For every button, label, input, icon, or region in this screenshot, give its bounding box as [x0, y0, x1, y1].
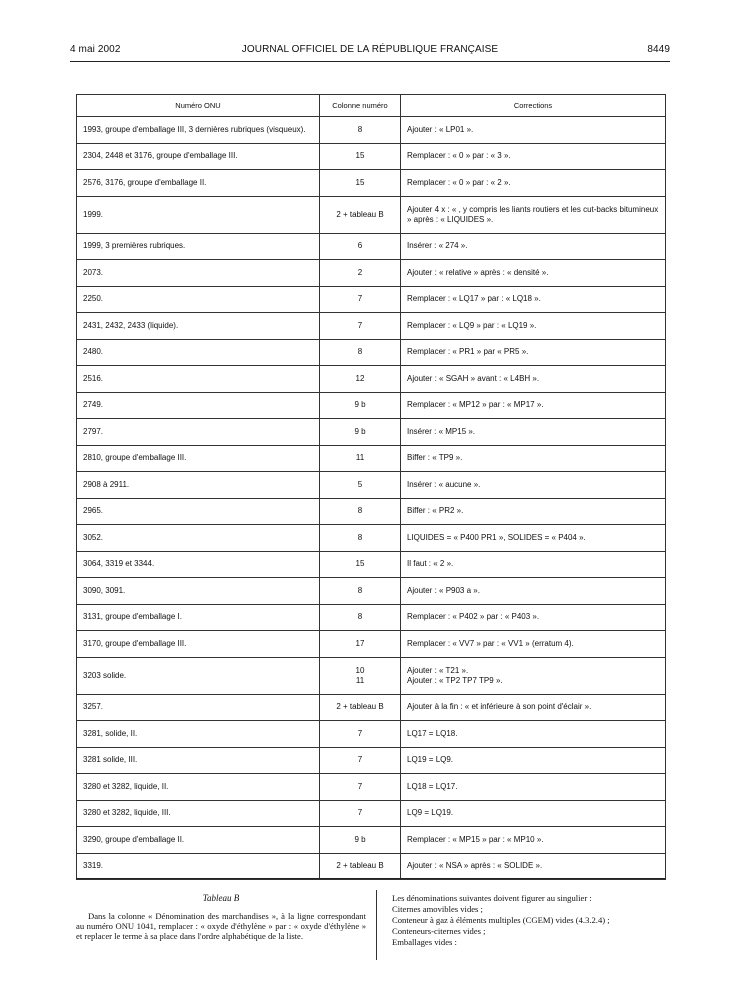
- table-row: [77, 800, 666, 827]
- cell-numero-onu: 3319.: [77, 853, 320, 880]
- cell-colonne-numero: 9 b: [320, 827, 401, 854]
- table-row: [77, 631, 666, 658]
- table-row: [77, 313, 666, 340]
- cell-colonne-numero: 7: [320, 721, 401, 748]
- cell-colonne-numero: 12: [320, 366, 401, 393]
- table-row: [77, 578, 666, 605]
- cell-numero-onu: 3280 et 3282, liquide, III.: [77, 800, 320, 827]
- cell-correction: LQ9 = LQ19.: [401, 800, 666, 827]
- journal-title: JOURNAL OFFICIEL DE LA RÉPUBLIQUE FRANÇAISE: [241, 44, 499, 55]
- left-column: [76, 893, 366, 941]
- right-line: Conteneur à gaz à éléments multiples (CGEM) vides (4.3.2.4) ;: [392, 915, 610, 925]
- cell-correction: Remplacer : « MP12 » par : « MP17 ».: [401, 392, 666, 419]
- cell-correction: Ajouter à la fin : « et inférieure à son point d'éclair ».: [401, 694, 666, 721]
- cell-colonne-numero: 2: [320, 260, 401, 287]
- cell-numero-onu: 3131, groupe d'emballage I.: [77, 604, 320, 631]
- cell-numero-onu: 3064, 3319 et 3344.: [77, 551, 320, 578]
- table-row: [77, 233, 666, 260]
- cell-correction: Remplacer : « VV7 » par : « VV1 » (erratum 4).: [401, 631, 666, 658]
- cell-numero-onu: 2908 à 2911.: [77, 472, 320, 499]
- cell-correction: LQ19 = LQ9.: [401, 747, 666, 774]
- cell-correction: Insérer : « 274 ».: [401, 233, 666, 260]
- cell-correction: Remplacer : « P402 » par : « P403 ».: [401, 604, 666, 631]
- table-row: [77, 747, 666, 774]
- cell-colonne-numero: 7: [320, 774, 401, 801]
- table-row: [77, 472, 666, 499]
- cell-numero-onu: 3280 et 3282, liquide, II.: [77, 774, 320, 801]
- table-row: [77, 604, 666, 631]
- cell-numero-onu: 2304, 2448 et 3176, groupe d'emballage III.: [77, 143, 320, 170]
- cell-colonne-numero: 9 b: [320, 392, 401, 419]
- cell-numero-onu: 3090, 3091.: [77, 578, 320, 605]
- cell-correction: Ajouter : « SGAH » avant : « L4BH ».: [401, 366, 666, 393]
- cell-colonne-numero: 8: [320, 525, 401, 552]
- cell-colonne-numero: 11: [320, 445, 401, 472]
- cell-correction: LIQUIDES = « P400 PR1 », SOLIDES = « P404 ».: [401, 525, 666, 552]
- cell-colonne-numero: 15: [320, 170, 401, 197]
- cell-colonne-numero: 6: [320, 233, 401, 260]
- cell-correction: Ajouter : « T21 ». Ajouter : « TP2 TP7 TP9 ».: [401, 657, 666, 694]
- cell-correction: Remplacer : « 0 » par : « 2 ».: [401, 170, 666, 197]
- cell-correction: Ajouter : « LP01 ».: [401, 117, 666, 144]
- cell-colonne-numero: 15: [320, 143, 401, 170]
- cell-colonne-numero: 9 b: [320, 419, 401, 446]
- cell-correction: Biffer : « PR2 ».: [401, 498, 666, 525]
- table-row: [77, 551, 666, 578]
- cell-numero-onu: 3290, groupe d'emballage II.: [77, 827, 320, 854]
- header-colonne-numero: Colonne numéro: [320, 95, 401, 117]
- table-row: [77, 853, 666, 880]
- cell-colonne-numero: 8: [320, 578, 401, 605]
- table-row: [77, 525, 666, 552]
- cell-numero-onu: 2250.: [77, 286, 320, 313]
- page-number: 8449: [647, 44, 670, 55]
- table-row: [77, 170, 666, 197]
- right-line: Citernes amovibles vides ;: [392, 904, 483, 914]
- table-row: [77, 827, 666, 854]
- cell-colonne-numero: 10 11: [320, 657, 401, 694]
- table-row: [77, 117, 666, 144]
- table-row: [77, 286, 666, 313]
- cell-numero-onu: 1993, groupe d'emballage III, 3 dernières rubriques (visqueux).: [77, 117, 320, 144]
- cell-correction: Remplacer : « MP15 » par : « MP10 ».: [401, 827, 666, 854]
- cell-correction: LQ18 = LQ17.: [401, 774, 666, 801]
- column-divider: [376, 890, 377, 960]
- table-row: [77, 392, 666, 419]
- table-body: [77, 117, 666, 880]
- table-row: [77, 196, 666, 233]
- cell-correction: Biffer : « TP9 ».: [401, 445, 666, 472]
- cell-numero-onu: 1999, 3 premières rubriques.: [77, 233, 320, 260]
- table-row: [77, 143, 666, 170]
- table-header-row: [77, 95, 666, 117]
- cell-numero-onu: 3170, groupe d'emballage III.: [77, 631, 320, 658]
- table-row: [77, 721, 666, 748]
- table-row: [77, 657, 666, 694]
- cell-colonne-numero: 15: [320, 551, 401, 578]
- cell-correction: Insérer : « MP15 ».: [401, 419, 666, 446]
- cell-correction: LQ17 = LQ18.: [401, 721, 666, 748]
- cell-numero-onu: 2073.: [77, 260, 320, 287]
- cell-correction: Remplacer : « PR1 » par « PR5 ».: [401, 339, 666, 366]
- cell-numero-onu: 3052.: [77, 525, 320, 552]
- cell-colonne-numero: 8: [320, 339, 401, 366]
- table-row: [77, 445, 666, 472]
- cell-correction: Ajouter 4 x : « , y compris les liants routiers et les cut-backs bitumineux » après : « LIQUIDES ».: [401, 196, 666, 233]
- header-rule: [70, 61, 670, 62]
- cell-colonne-numero: 7: [320, 313, 401, 340]
- cell-correction: Ajouter : « relative » après : « densité ».: [401, 260, 666, 287]
- right-line: Les dénominations suivantes doivent figurer au singulier :: [392, 893, 592, 903]
- table-row: [77, 498, 666, 525]
- cell-colonne-numero: 2 + tableau B: [320, 694, 401, 721]
- header-corrections: Corrections: [401, 95, 666, 117]
- cell-correction: Il faut : « 2 ».: [401, 551, 666, 578]
- cell-correction: Ajouter : « NSA » après : « SOLIDE ».: [401, 853, 666, 880]
- cell-correction: Insérer : « aucune ».: [401, 472, 666, 499]
- right-column: [392, 893, 672, 948]
- cell-numero-onu: 2749.: [77, 392, 320, 419]
- tableau-b-subtitle: Tableau B: [202, 893, 240, 903]
- table-row: [77, 419, 666, 446]
- issue-date: 4 mai 2002: [70, 44, 121, 55]
- cell-colonne-numero: 8: [320, 498, 401, 525]
- cell-numero-onu: 3281, solide, II.: [77, 721, 320, 748]
- right-line: Emballages vides :: [392, 937, 457, 947]
- table-row: [77, 339, 666, 366]
- cell-correction: Remplacer : « LQ17 » par : « LQ18 ».: [401, 286, 666, 313]
- cell-colonne-numero: 7: [320, 286, 401, 313]
- cell-numero-onu: 2965.: [77, 498, 320, 525]
- cell-colonne-numero: 17: [320, 631, 401, 658]
- cell-colonne-numero: 8: [320, 117, 401, 144]
- cell-colonne-numero: 5: [320, 472, 401, 499]
- table-row: [77, 366, 666, 393]
- cell-colonne-numero: 2 + tableau B: [320, 853, 401, 880]
- tableau-b-paragraph: Dans la colonne « Dénomination des marchandises », à la ligne correspondant au numéro ONU 1041, remplacer : « oxyde d'éthylène » par : « oxyde d'éthylène » et replacer le terme à sa place dans l'ordre alphabétique de la liste.: [76, 911, 366, 941]
- page-header: [70, 44, 670, 58]
- cell-numero-onu: 2516.: [77, 366, 320, 393]
- cell-numero-onu: 3281 solide, III.: [77, 747, 320, 774]
- cell-numero-onu: 2576, 3176, groupe d'emballage II.: [77, 170, 320, 197]
- table-bottom-rule: [76, 878, 665, 879]
- header-numero-onu: Numéro ONU: [77, 95, 320, 117]
- cell-correction: Remplacer : « 0 » par : « 3 ».: [401, 143, 666, 170]
- table-row: [77, 694, 666, 721]
- corrections-table: [76, 94, 666, 880]
- right-line: Conteneurs-citernes vides ;: [392, 926, 486, 936]
- cell-numero-onu: 3257.: [77, 694, 320, 721]
- cell-colonne-numero: 7: [320, 747, 401, 774]
- cell-numero-onu: 2480.: [77, 339, 320, 366]
- table-row: [77, 774, 666, 801]
- cell-numero-onu: 2810, groupe d'emballage III.: [77, 445, 320, 472]
- table-row: [77, 260, 666, 287]
- cell-numero-onu: 3203 solide.: [77, 657, 320, 694]
- cell-numero-onu: 2797.: [77, 419, 320, 446]
- cell-colonne-numero: 7: [320, 800, 401, 827]
- cell-colonne-numero: 2 + tableau B: [320, 196, 401, 233]
- cell-colonne-numero: 8: [320, 604, 401, 631]
- cell-correction: Remplacer : « LQ9 » par : « LQ19 ».: [401, 313, 666, 340]
- cell-numero-onu: 1999.: [77, 196, 320, 233]
- cell-correction: Ajouter : « P903 a ».: [401, 578, 666, 605]
- cell-numero-onu: 2431, 2432, 2433 (liquide).: [77, 313, 320, 340]
